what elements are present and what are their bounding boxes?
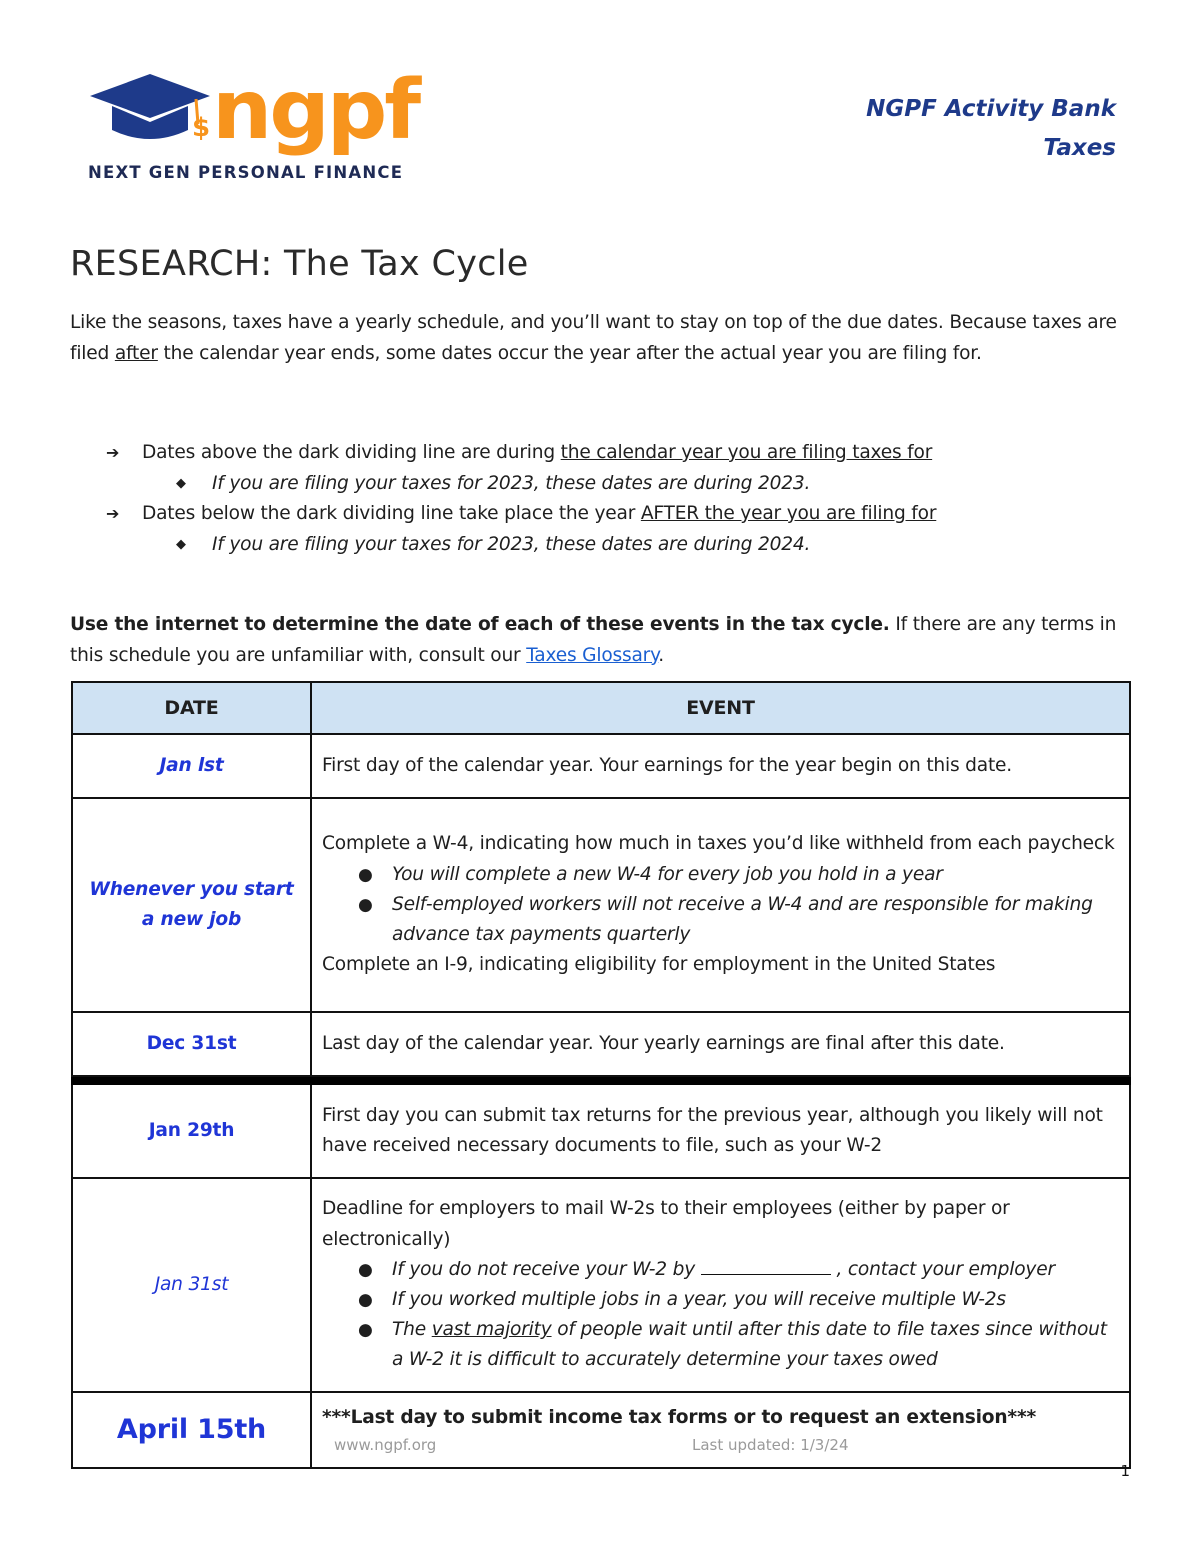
arrow-icon: ➔ (106, 443, 120, 462)
diamond-icon: ◆ (176, 536, 186, 552)
graduation-cap-icon (88, 68, 428, 160)
logo-wordmark: ngpf (212, 68, 423, 158)
event-cell: Last day of the calendar year. Your yearly earnings are final after this date. (311, 1012, 1130, 1076)
logo-tagline: NEXT GEN PERSONAL FINANCE (88, 163, 404, 182)
table-row (72, 1084, 1130, 1178)
date-cell: Dec 31st (72, 1012, 311, 1076)
page-number: 1 (1120, 1462, 1130, 1480)
ngpf-logo (88, 68, 428, 188)
list-item: ● Self-employed workers will not receive a W-4 and are responsible for making advance tax payments quarterly (392, 890, 1119, 950)
taxes-glossary-link[interactable]: Taxes Glossary (526, 644, 659, 666)
diamond-icon: ◆ (176, 475, 186, 491)
table-header-row (72, 682, 1130, 734)
date-cell: April 15th (72, 1392, 311, 1468)
table-row (72, 1392, 1130, 1468)
event-cell: ***Last day to submit income tax forms or to request an extension*** (311, 1392, 1130, 1468)
list-item: ● If you do not receive your W-2 by , contact your employer (392, 1255, 1119, 1285)
topic-label: Taxes (1043, 135, 1116, 161)
arrow-icon: ➔ (106, 504, 120, 523)
footer-updated: Last updated: 1/3/24 (692, 1436, 849, 1454)
date-cell: Jan 31st (72, 1178, 311, 1392)
fill-in-blank[interactable] (701, 1256, 831, 1275)
tax-cycle-table (71, 681, 1131, 1469)
sub-bullet-below-line: ◆ If you are filing your taxes for 2023, these dates are during 2024. (70, 530, 1130, 561)
event-cell: First day of the calendar year. Your earnings for the year begin on this date. (311, 734, 1130, 798)
page-title: RESEARCH: The Tax Cycle (70, 244, 529, 284)
intro-paragraph: Like the seasons, taxes have a yearly schedule, and you’ll want to stay on top of the due dates. Because taxes are filed after the calendar year ends, some dates occur the year after the actual year you are filing for. (70, 312, 1117, 364)
logo-dollar: $ (192, 113, 211, 143)
date-cell: Jan lst (72, 734, 311, 798)
date-explanations (70, 438, 1130, 560)
date-cell: Jan 29th (72, 1084, 311, 1178)
event-bullets (322, 1255, 1119, 1376)
dark-dividing-line (72, 1076, 1130, 1084)
activity-bank-label: NGPF Activity Bank (866, 96, 1116, 122)
date-column-header: DATE (72, 682, 311, 734)
date-cell: Whenever you start a new job (72, 798, 311, 1012)
event-cell: First day you can submit tax returns for the previous year, although you likely will not have received necessary documents to file, such as your W-2 (311, 1084, 1130, 1178)
bullet-above-line: ➔ Dates above the dark dividing line are during the calendar year you are filing taxes for (70, 438, 1130, 469)
instructions: Use the internet to determine the date of each of these events in the tax cycle. If there are any terms in this schedule you are unfamiliar with, consult our Taxes Glossary. (70, 614, 1117, 666)
list-item: ● If you worked multiple jobs in a year, you will receive multiple W-2s (392, 1285, 1119, 1315)
event-bullets (322, 860, 1119, 951)
list-item: ● The vast majority of people wait until after this date to file taxes since without a W-2 it is difficult to accurately determine your taxes owed (392, 1315, 1119, 1375)
table-row (72, 734, 1130, 798)
event-column-header: EVENT (311, 682, 1130, 734)
list-item: ● You will complete a new W-4 for every job you hold in a year (392, 860, 1119, 890)
table-row (72, 798, 1130, 1012)
event-cell: Complete a W-4, indicating how much in taxes you’d like withheld from each paycheck ● You will complete a new W-4 for every job you hold in a year ● Self-employed workers will not receive a W-4 and are responsible for making advance tax payments quarterly Complete an I-9, indicating eligibility for employment in the United States (311, 798, 1130, 1012)
header-right (866, 90, 1116, 168)
event-cell: Deadline for employers to mail W-2s to their employees (either by paper or electronically) ● If you do not receive your W-2 by , contact your employer ● If you worked multiple jobs in a year, you will receive multiple W-2s ● The vast majority of people wait until after this date to file taxes since without a W-2 it is difficult to accurately determine your taxes owed (311, 1178, 1130, 1392)
footer-website: www.ngpf.org (334, 1436, 437, 1454)
bullet-below-line: ➔ Dates below the dark dividing line take place the year AFTER the year you are filing for (70, 499, 1130, 530)
table-row (72, 1012, 1130, 1076)
table-row (72, 1178, 1130, 1392)
sub-bullet-above-line: ◆ If you are filing your taxes for 2023, these dates are during 2023. (70, 469, 1130, 500)
